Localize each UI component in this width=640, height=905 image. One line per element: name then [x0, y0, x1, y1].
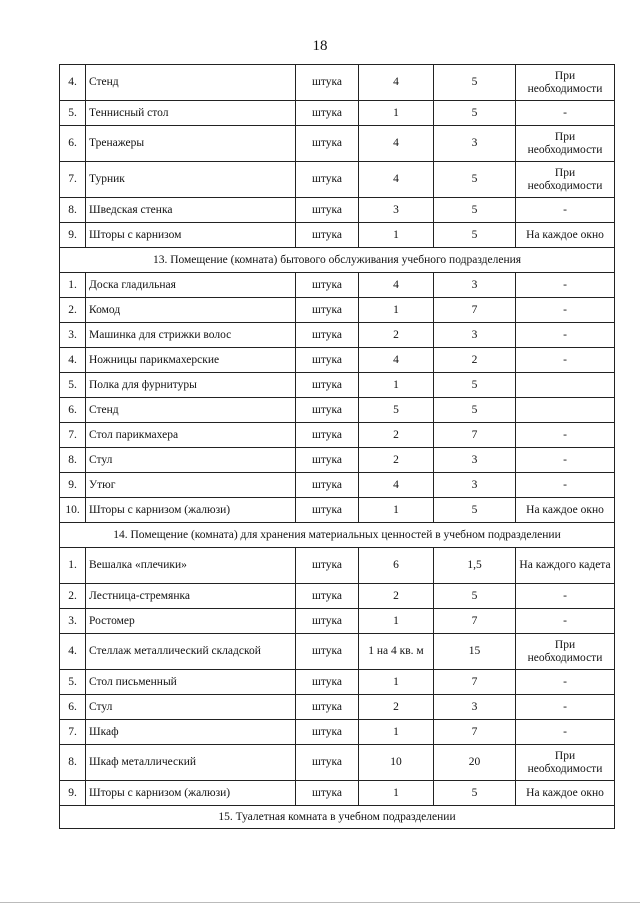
item-quantity: 1 [359, 498, 434, 523]
item-note: - [516, 448, 615, 473]
item-quantity: 10 [359, 745, 434, 781]
table-row [60, 298, 615, 323]
item-note: - [516, 670, 615, 695]
row-number: 7. [60, 162, 86, 198]
item-quantity: 1 [359, 609, 434, 634]
item-note: - [516, 101, 615, 126]
item-quantity: 4 [359, 65, 434, 101]
item-unit: штука [296, 162, 359, 198]
item-quantity: 4 [359, 348, 434, 373]
item-name: Утюг [86, 473, 296, 498]
item-service-life: 3 [434, 126, 516, 162]
item-name: Шкаф металлический [86, 745, 296, 781]
item-note [516, 398, 615, 423]
item-service-life: 7 [434, 298, 516, 323]
item-unit: штука [296, 473, 359, 498]
section-title: 13. Помещение (комната) бытового обслуживания учебного подразделения [60, 248, 615, 273]
item-quantity: 1 [359, 781, 434, 806]
table-row [60, 373, 615, 398]
table-row [60, 65, 615, 101]
item-service-life: 5 [434, 162, 516, 198]
item-service-life: 5 [434, 373, 516, 398]
item-service-life: 15 [434, 634, 516, 670]
item-note: - [516, 695, 615, 720]
item-unit: штука [296, 634, 359, 670]
item-name: Ножницы парикмахерские [86, 348, 296, 373]
item-unit: штука [296, 398, 359, 423]
item-unit: штука [296, 323, 359, 348]
row-number: 4. [60, 348, 86, 373]
item-name: Ростомер [86, 609, 296, 634]
item-service-life: 3 [434, 695, 516, 720]
row-number: 2. [60, 584, 86, 609]
equipment-table-body [60, 65, 615, 829]
item-quantity: 1 [359, 101, 434, 126]
table-row [60, 548, 615, 584]
item-quantity: 5 [359, 398, 434, 423]
table-row [60, 162, 615, 198]
item-name: Комод [86, 298, 296, 323]
table-row [60, 348, 615, 373]
item-service-life: 5 [434, 198, 516, 223]
item-unit: штука [296, 448, 359, 473]
row-number: 5. [60, 670, 86, 695]
item-service-life: 2 [434, 348, 516, 373]
item-service-life: 5 [434, 101, 516, 126]
row-number: 7. [60, 720, 86, 745]
item-note: - [516, 584, 615, 609]
item-quantity: 4 [359, 273, 434, 298]
row-number: 1. [60, 548, 86, 584]
section-header-row [60, 248, 615, 273]
item-name: Шторы с карнизом (жалюзи) [86, 498, 296, 523]
row-number: 3. [60, 609, 86, 634]
table-row [60, 695, 615, 720]
item-unit: штука [296, 584, 359, 609]
item-unit: штука [296, 548, 359, 584]
item-quantity: 2 [359, 584, 434, 609]
item-note: При необходимости [516, 162, 615, 198]
item-quantity: 2 [359, 695, 434, 720]
item-unit: штука [296, 348, 359, 373]
item-note: - [516, 323, 615, 348]
item-name: Теннисный стол [86, 101, 296, 126]
table-row [60, 198, 615, 223]
item-quantity: 1 [359, 670, 434, 695]
item-service-life: 5 [434, 65, 516, 101]
table-row [60, 609, 615, 634]
item-name: Стул [86, 695, 296, 720]
item-name: Вешалка «плечики» [86, 548, 296, 584]
table-row [60, 423, 615, 448]
item-service-life: 5 [434, 584, 516, 609]
item-quantity: 1 [359, 298, 434, 323]
item-unit: штука [296, 695, 359, 720]
section-title: 14. Помещение (комната) для хранения материальных ценностей в учебном подразделении [60, 523, 615, 548]
section-header-row [60, 806, 615, 829]
item-note: - [516, 348, 615, 373]
table-row [60, 323, 615, 348]
item-note: При необходимости [516, 126, 615, 162]
item-service-life: 5 [434, 398, 516, 423]
row-number: 2. [60, 298, 86, 323]
item-unit: штука [296, 745, 359, 781]
item-note: На каждое окно [516, 498, 615, 523]
item-note: - [516, 273, 615, 298]
item-service-life: 7 [434, 609, 516, 634]
item-unit: штука [296, 126, 359, 162]
item-service-life: 7 [434, 670, 516, 695]
item-quantity: 4 [359, 126, 434, 162]
item-name: Машинка для стрижки волос [86, 323, 296, 348]
item-unit: штука [296, 65, 359, 101]
table-row [60, 101, 615, 126]
item-unit: штука [296, 198, 359, 223]
item-name: Турник [86, 162, 296, 198]
table-row [60, 273, 615, 298]
row-number: 9. [60, 473, 86, 498]
item-name: Шторы с карнизом (жалюзи) [86, 781, 296, 806]
section-title: 15. Туалетная комната в учебном подразделении [60, 806, 615, 829]
row-number: 5. [60, 101, 86, 126]
row-number: 1. [60, 273, 86, 298]
row-number: 5. [60, 373, 86, 398]
item-name: Стенд [86, 398, 296, 423]
item-unit: штука [296, 423, 359, 448]
row-number: 3. [60, 323, 86, 348]
table-row [60, 670, 615, 695]
item-quantity: 1 [359, 720, 434, 745]
equipment-table [59, 64, 615, 829]
item-service-life: 3 [434, 273, 516, 298]
table-row [60, 745, 615, 781]
item-name: Стеллаж металлический складской [86, 634, 296, 670]
item-note: При необходимости [516, 745, 615, 781]
item-service-life: 5 [434, 223, 516, 248]
item-note: - [516, 423, 615, 448]
row-number: 4. [60, 65, 86, 101]
row-number: 8. [60, 448, 86, 473]
table-row [60, 126, 615, 162]
row-number: 6. [60, 695, 86, 720]
item-note [516, 373, 615, 398]
table-row [60, 398, 615, 423]
table-row [60, 473, 615, 498]
item-service-life: 3 [434, 323, 516, 348]
table-row [60, 634, 615, 670]
item-quantity: 2 [359, 423, 434, 448]
item-name: Тренажеры [86, 126, 296, 162]
row-number: 8. [60, 198, 86, 223]
item-service-life: 7 [434, 423, 516, 448]
item-service-life: 3 [434, 448, 516, 473]
table-row [60, 498, 615, 523]
row-number: 6. [60, 126, 86, 162]
item-note: - [516, 609, 615, 634]
item-note: - [516, 473, 615, 498]
item-name: Шторы с карнизом [86, 223, 296, 248]
item-name: Стенд [86, 65, 296, 101]
item-name: Стол парикмахера [86, 423, 296, 448]
item-unit: штука [296, 223, 359, 248]
item-quantity: 1 на 4 кв. м [359, 634, 434, 670]
row-number: 8. [60, 745, 86, 781]
item-note: На каждое окно [516, 223, 615, 248]
item-quantity: 2 [359, 323, 434, 348]
item-quantity: 4 [359, 473, 434, 498]
item-service-life: 3 [434, 473, 516, 498]
item-unit: штука [296, 273, 359, 298]
table-row [60, 448, 615, 473]
item-service-life: 20 [434, 745, 516, 781]
item-unit: штука [296, 781, 359, 806]
item-note: - [516, 720, 615, 745]
item-note: При необходимости [516, 634, 615, 670]
item-unit: штука [296, 720, 359, 745]
table-row [60, 720, 615, 745]
item-unit: штука [296, 373, 359, 398]
item-name: Полка для фурнитуры [86, 373, 296, 398]
page-number: 18 [312, 38, 328, 54]
item-quantity: 4 [359, 162, 434, 198]
item-name: Стул [86, 448, 296, 473]
scan-edge-line [0, 902, 640, 903]
item-unit: штука [296, 101, 359, 126]
item-name: Стол письменный [86, 670, 296, 695]
item-unit: штука [296, 498, 359, 523]
row-number: 9. [60, 781, 86, 806]
item-quantity: 1 [359, 223, 434, 248]
row-number: 4. [60, 634, 86, 670]
item-quantity: 3 [359, 198, 434, 223]
item-quantity: 6 [359, 548, 434, 584]
row-number: 9. [60, 223, 86, 248]
item-name: Лестница-стремянка [86, 584, 296, 609]
item-note: На каждое окно [516, 781, 615, 806]
item-note: - [516, 198, 615, 223]
item-note: - [516, 298, 615, 323]
item-name: Шведская стенка [86, 198, 296, 223]
item-note: При необходимости [516, 65, 615, 101]
item-quantity: 1 [359, 373, 434, 398]
item-service-life: 7 [434, 720, 516, 745]
item-unit: штука [296, 298, 359, 323]
table-row [60, 223, 615, 248]
row-number: 10. [60, 498, 86, 523]
item-service-life: 5 [434, 781, 516, 806]
row-number: 7. [60, 423, 86, 448]
table-row [60, 584, 615, 609]
item-service-life: 5 [434, 498, 516, 523]
row-number: 6. [60, 398, 86, 423]
item-service-life: 1,5 [434, 548, 516, 584]
table-row [60, 781, 615, 806]
item-unit: штука [296, 609, 359, 634]
item-name: Доска гладильная [86, 273, 296, 298]
item-quantity: 2 [359, 448, 434, 473]
item-name: Шкаф [86, 720, 296, 745]
item-unit: штука [296, 670, 359, 695]
section-header-row [60, 523, 615, 548]
item-note: На каждого кадета [516, 548, 615, 584]
